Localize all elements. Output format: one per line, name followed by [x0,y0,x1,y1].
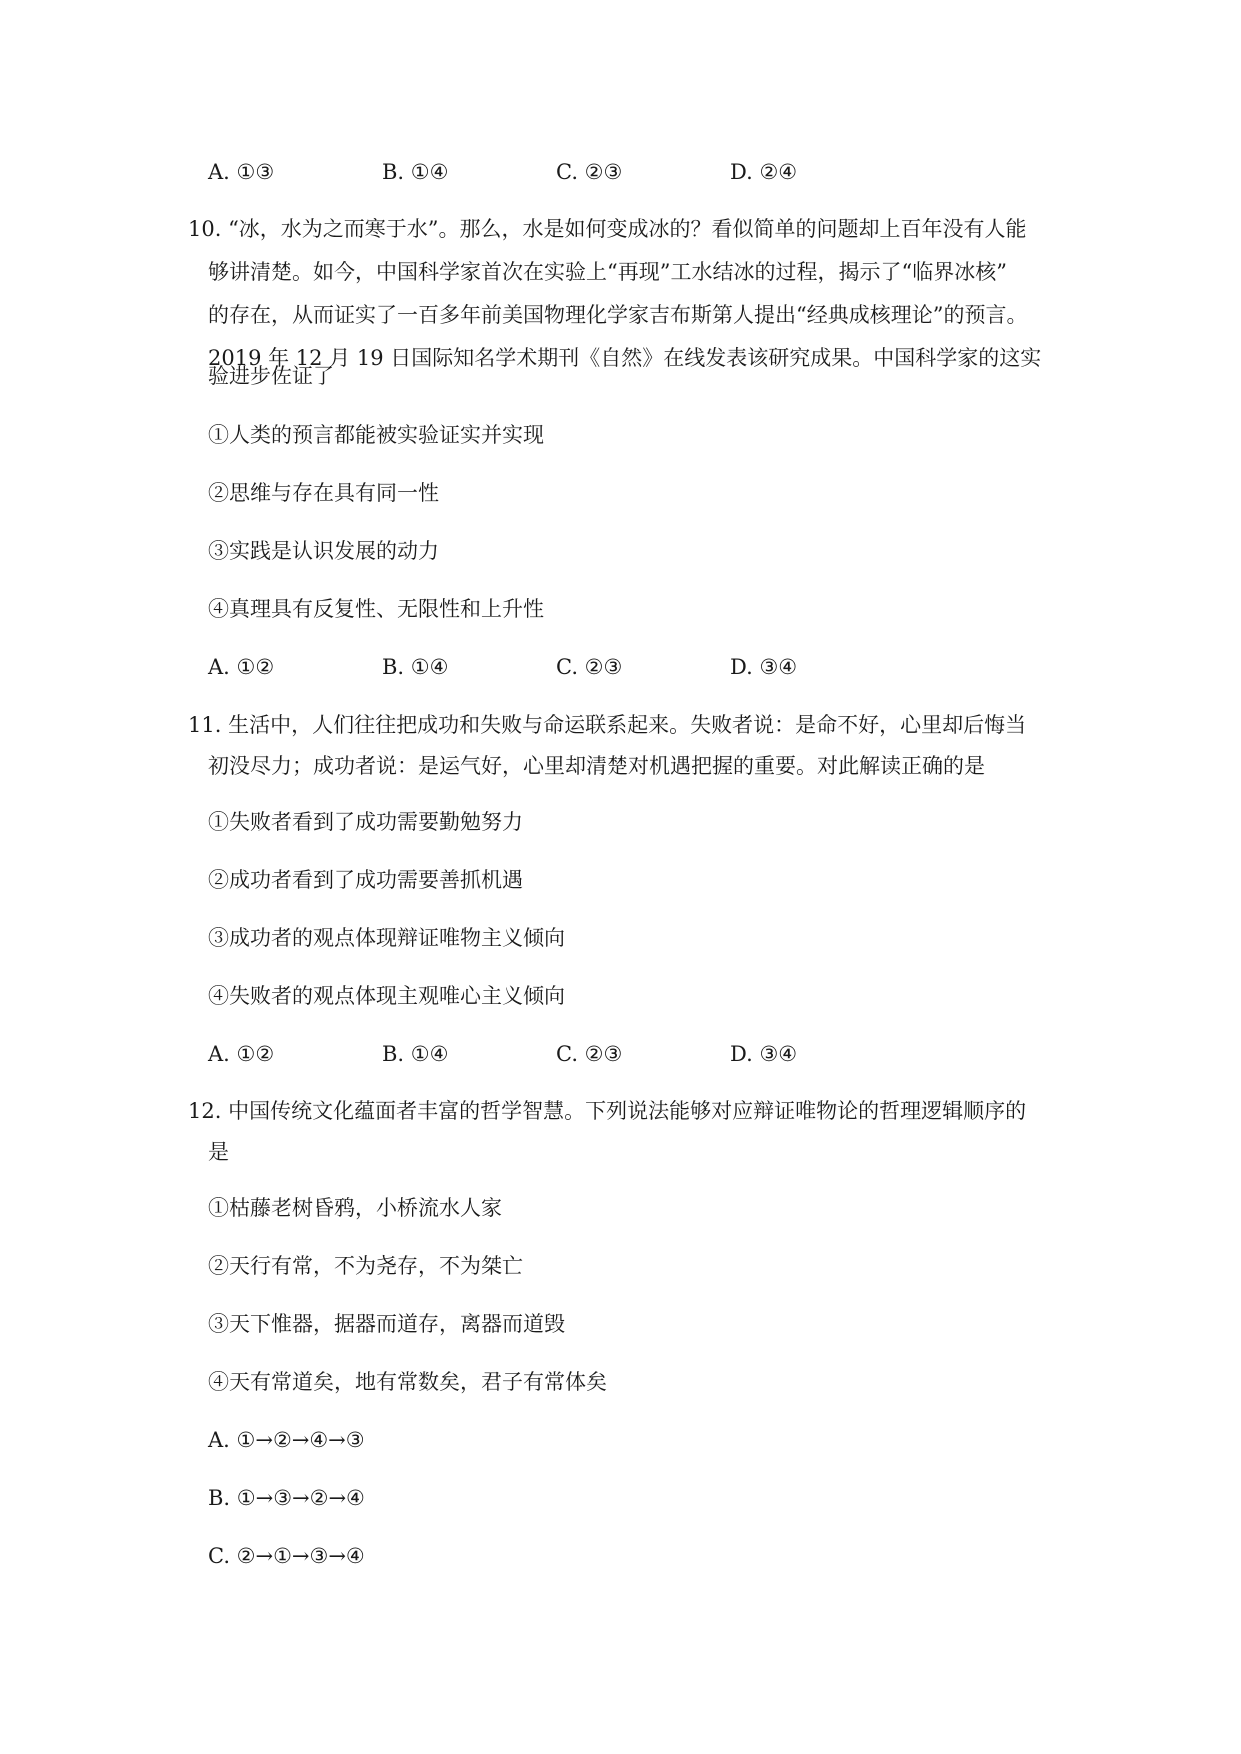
q11-stem-line: 初没尽力；成功者说：是运气好，心里却清楚对机遇把握的重要。对此解读正确的是 [208,754,985,778]
q11-option-c: C. ②③ [556,1042,623,1066]
q11-option-b: B. ①④ [382,1042,449,1066]
q12-stem-line: 12. 中国传统文化蕴面者丰富的哲学智慧。下列说法能够对应辩证唯物论的哲理逻辑顺序的 [188,1099,1027,1123]
q12-statement-2: ②天行有常，不为尧存，不为桀亡 [208,1254,523,1278]
q10-stem-line: 够讲清楚。如今，中国科学家首次在实验上“再现”工水结冰的过程，揭示了“临界冰核” [208,260,1007,284]
q11-option-d: D. ③④ [730,1042,798,1066]
q9-option-c: C. ②③ [556,160,623,184]
q10-option-c: C. ②③ [556,655,623,679]
q11-statement-2: ②成功者看到了成功需要善抓机遇 [208,868,523,892]
q12-statement-3: ③天下惟器，据器而道存，离器而道毁 [208,1312,565,1336]
q10-stem-line: 验进步佐证了 [208,364,334,388]
q10-statement-4: ④真理具有反复性、无限性和上升性 [208,597,544,621]
q10-stem-line: 2019 年 12 月 19 日国际知名学术期刊《自然》在线发表该研究成果。中国科学家的这实 [208,346,1042,370]
q9-option-d: D. ②④ [730,160,798,184]
q11-statement-1: ①失败者看到了成功需要勤勉努力 [208,810,523,834]
q12-stem-line: 是 [208,1140,229,1164]
q9-option-b: B. ①④ [382,160,449,184]
q10-stem-line: 10. “冰，水为之而寒于水”。那么，水是如何变成冰的？看似简单的问题却上百年没有人能 [188,217,1027,241]
q11-statement-4: ④失败者的观点体现主观唯心主义倾向 [208,984,565,1008]
q10-option-a: A. ①② [208,655,275,679]
q10-option-d: D. ③④ [730,655,798,679]
q12-option-c: C. ②→①→③→④ [208,1544,365,1568]
q10-stem-line: 的存在，从而证实了一百多年前美国物理化学家吉布斯第人提出“经典成核理论”的预言。 [208,303,1028,327]
q10-statement-1: ①人类的预言都能被实验证实并实现 [208,423,544,447]
q10-statement-2: ②思维与存在具有同一性 [208,481,439,505]
q9-option-a: A. ①③ [208,160,275,184]
q11-stem-line: 11. 生活中，人们往往把成功和失败与命运联系起来。失败者说：是命不好，心里却后悔当 [188,713,1027,737]
q12-statement-4: ④天有常道矣，地有常数矣，君子有常体矣 [208,1370,607,1394]
q10-option-b: B. ①④ [382,655,449,679]
q12-option-a: A. ①→②→④→③ [208,1428,365,1452]
q12-statement-1: ①枯藤老树昏鸦，小桥流水人家 [208,1196,502,1220]
q11-option-a: A. ①② [208,1042,275,1066]
q10-statement-3: ③实践是认识发展的动力 [208,539,439,563]
q12-option-b: B. ①→③→②→④ [208,1486,365,1510]
q11-statement-3: ③成功者的观点体现辩证唯物主义倾向 [208,926,565,950]
